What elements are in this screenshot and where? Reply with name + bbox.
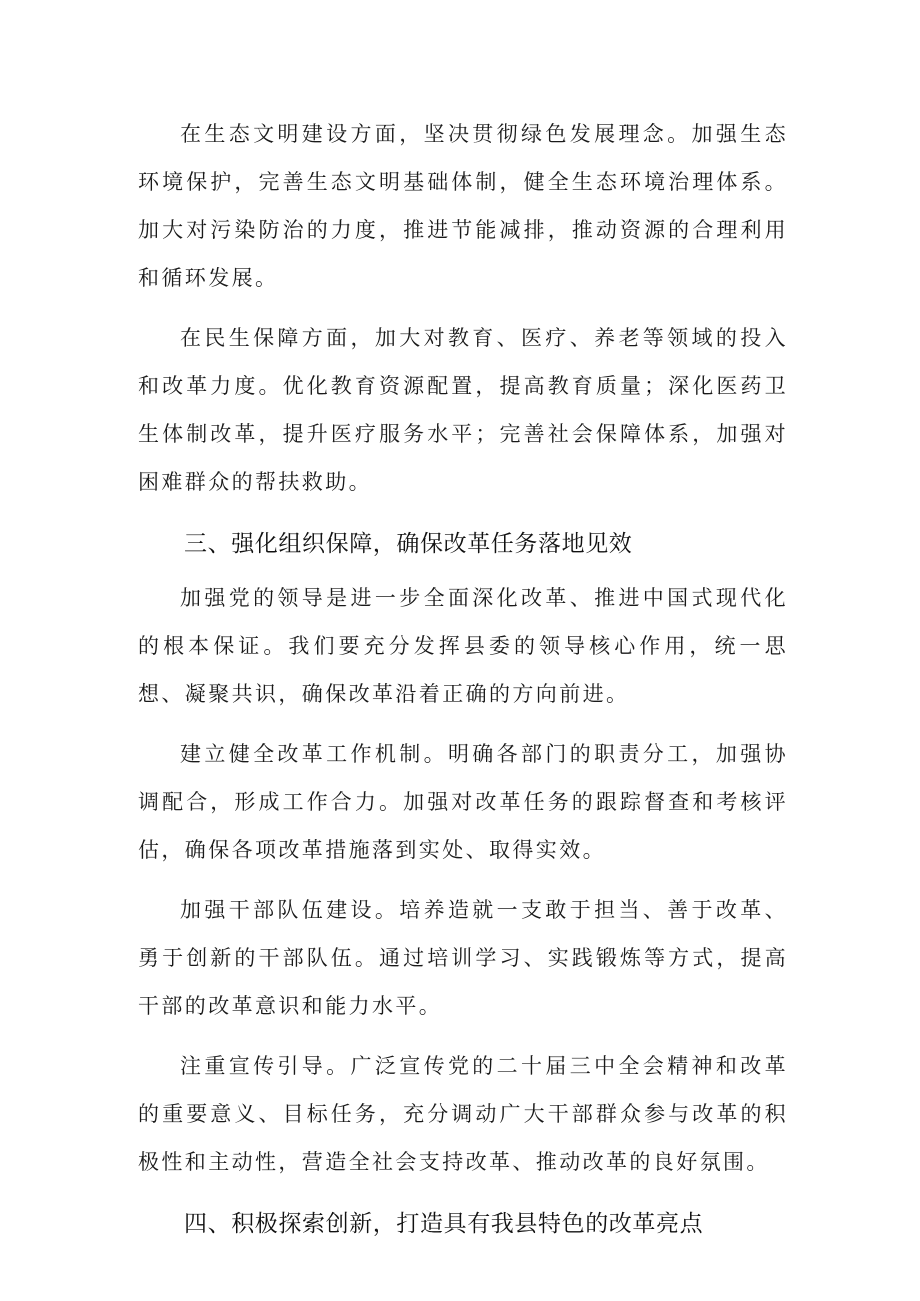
paragraph-ecology: 在生态文明建设方面，坚决贯彻绿色发展理念。加强生态环境保护，完善生态文明基础体制，健全生态环境治理体系。加大对污染防治的力度，推进节能减排，推动资源的合理利用和循环发展。	[138, 122, 788, 290]
document-body	[138, 110, 788, 1254]
paragraph-work-mechanism: 建立健全改革工作机制。明确各部门的职责分工，加强协调配合，形成工作合力。加强对改革任务的跟踪督查和考核评估，确保各项改革措施落到实处、取得实效。	[138, 742, 788, 862]
paragraph-livelihood: 在民生保障方面，加大对教育、医疗、养老等领域的投入和改革力度。优化教育资源配置，提高教育质量；深化医药卫生体制改革，提升医疗服务水平；完善社会保障体系，加强对困难群众的帮扶救助。	[138, 326, 788, 494]
section-heading-3: 三、强化组织保障，确保改革任务落地见效	[184, 531, 633, 557]
paragraph-cadre-team: 加强干部队伍建设。培养造就一支敢于担当、善于改革、勇于创新的干部队伍。通过培训学习、实践锻炼等方式，提高干部的改革意识和能力水平。	[138, 898, 788, 1018]
section-heading-4: 四、积极探索创新，打造具有我县特色的改革亮点	[184, 1211, 704, 1237]
paragraph-publicity: 注重宣传引导。广泛宣传党的二十届三中全会精神和改革的重要意义、目标任务，充分调动广大干部群众参与改革的积极性和主动性，营造全社会支持改革、推动改革的良好氛围。	[138, 1054, 788, 1174]
paragraph-party-leadership: 加强党的领导是进一步全面深化改革、推进中国式现代化的根本保证。我们要充分发挥县委的领导核心作用，统一思想、凝聚共识，确保改革沿着正确的方向前进。	[138, 586, 788, 706]
